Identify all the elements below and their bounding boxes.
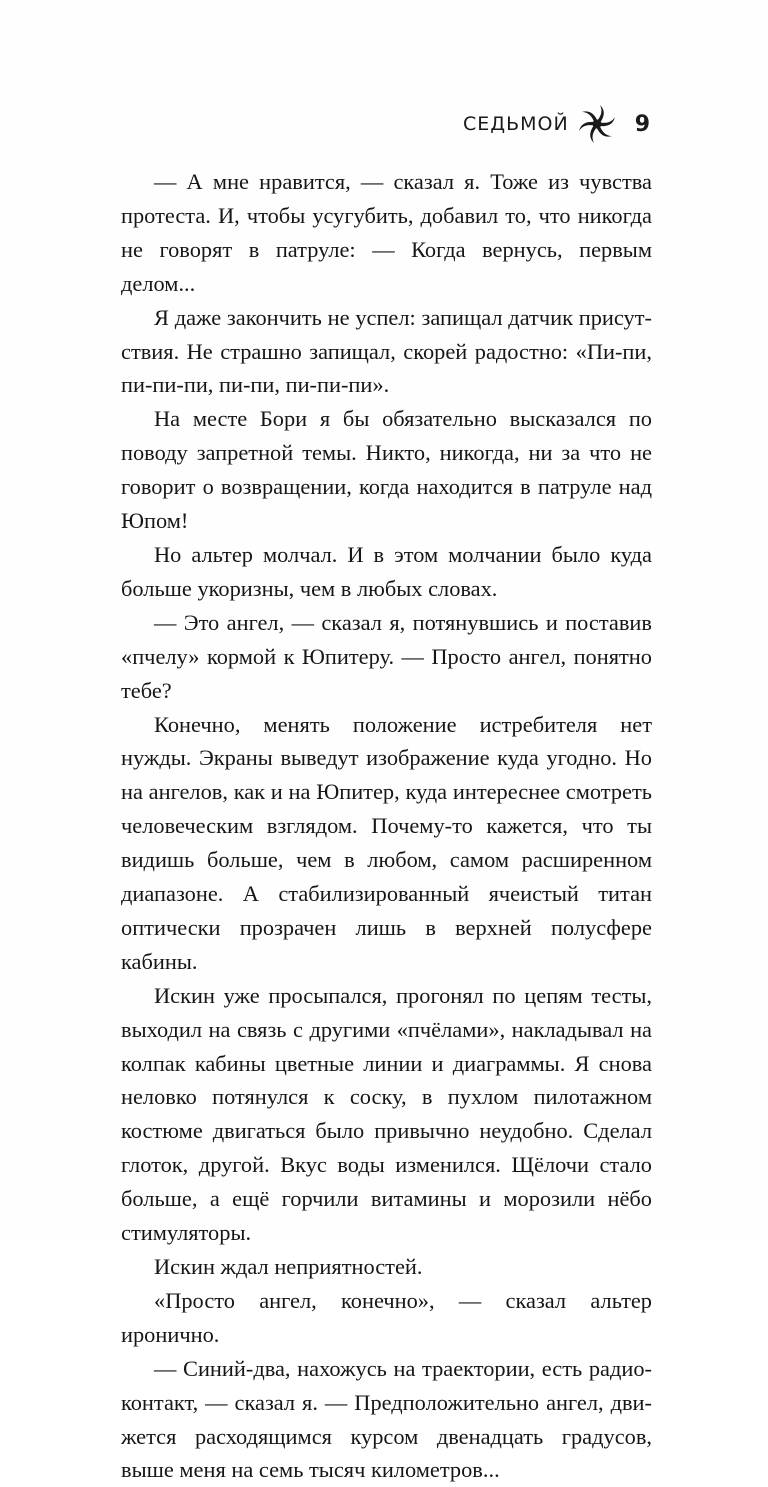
paragraph: — А мне нравится, — сказал я. Тоже из чувства протеста. И, чтобы усугубить, добавил то, что никогда не говорят в патруле: — Когда вернусь, первым делом... [121, 169, 652, 296]
running-head [463, 104, 650, 144]
paragraph: Искин ждал неприятностей. [154, 1254, 423, 1279]
body-text [121, 165, 652, 1487]
paragraph: Конечно, менять положение истребителя нет нужды. Экраны выведут изображение куда угодно. Но на ангелов, как и на Юпитер, куда интереснее смотреть человеческим взглядом. Почему-то кажется, что ты видишь больше, чем в любом, самом расширенном диапазоне. А стабилизированный ячеистый титан оптически прозрачен лишь в верхней полусфере кабины. [121, 711, 652, 974]
paragraph: — Синий-два, нахожусь на траектории, есть радиоконтакт, — сказал я. — Предположительно ангел, движется расходящимся курсом двенадцать градусов, выше меня на семь тысяч километров... [121, 1355, 652, 1483]
paragraph: Искин уже просыпался, прогонял по цепям тесты, выходил на связь с другими «пчёлами», накладывал на колпак кабины цветные линии и диаграммы. Я снова неловко потянулся к соску, в пухлом пилотажном костюме двигаться было привычно неудобно. Сделал глоток, другой. Вкус воды изменился. Щёлочи стало больше, а ещё горчили витамины и морозили нёбо стимуляторы. [121, 982, 652, 1246]
running-title: СЕДЬМОЙ [462, 113, 569, 135]
spiral-star-icon [577, 104, 617, 144]
paragraph: Но альтер молчал. И в этом молчании было куда больше укоризны, чем в любых словах. [121, 541, 652, 601]
paragraph: На месте Бори я бы обязательно высказался по поводу запретной темы. Никто, никогда, ни за что не говорит о возвращении, когда находится в патруле над Юпом! [121, 406, 652, 534]
paragraph: — Это ангел, — сказал я, потянувшись и поставив «пчелу» кормой к Юпитеру. — Просто ангел, понятно тебе? [121, 609, 652, 703]
page-number: 9 [634, 111, 650, 137]
paragraph: «Просто ангел, конечно», — сказал альтер иронично. [121, 1287, 652, 1347]
paragraph: Я даже закончить не успел: запищал датчик присутствия. Не страшно запищал, скорей радостно: «Пи-пи, пи-пи-пи, пи-пи, пи-пи-пи». [121, 304, 652, 398]
